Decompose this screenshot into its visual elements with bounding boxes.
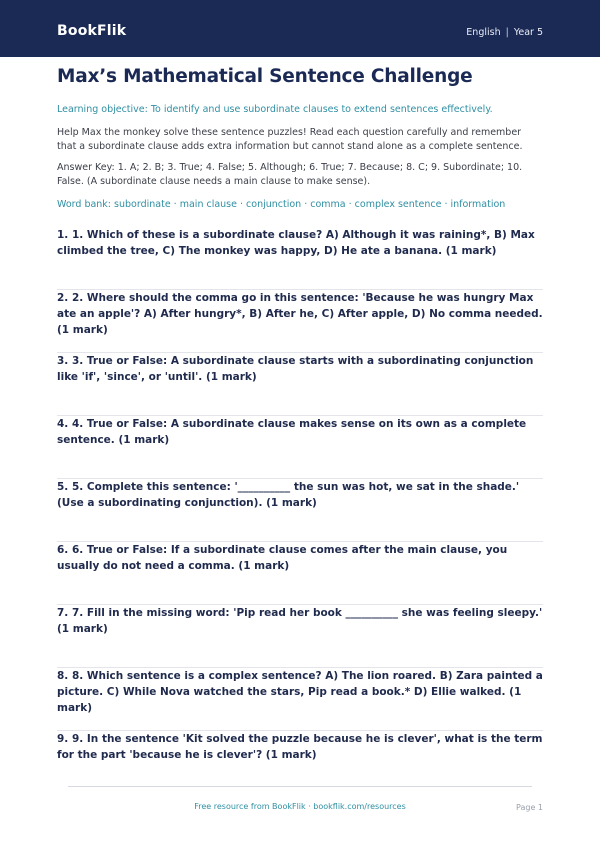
footer-divider (68, 786, 532, 787)
year-label: Year 5 (513, 27, 543, 38)
question-item (57, 479, 543, 542)
question-item (57, 668, 543, 731)
word-bank: Word bank: subordinate · main clause · conjunction · comma · complex sentence · information (57, 199, 506, 210)
question-text: 7. 7. Fill in the missing word: 'Pip read her book __________ she was feeling sleepy.' (1 mark) (57, 607, 543, 635)
site-header (0, 0, 600, 57)
language-label: English (466, 27, 501, 38)
page-number: Page 1 (516, 803, 543, 812)
footer-resource-link[interactable]: Free resource from BookFlik · bookflik.com/resources (194, 802, 406, 811)
question-item (57, 227, 543, 290)
question-text: 4. 4. True or False: A subordinate clause makes sense on its own as a complete sentence. (1 mark) (57, 418, 527, 446)
question-text: 1. 1. Which of these is a subordinate clause? A) Although it was raining*, B) Max climbed the tree, C) The monkey was happy, D) He ate a banana. (1 mark) (57, 229, 535, 257)
question-item (57, 290, 543, 353)
question-item (57, 416, 543, 479)
meta-separator: | (505, 27, 509, 38)
question-text: 9. 9. In the sentence 'Kit solved the puzzle because he is clever', what is the term for the part 'because he is clever'? (1 mark) (57, 733, 543, 761)
question-item (57, 605, 543, 668)
question-item (57, 731, 543, 793)
question-item (57, 542, 543, 605)
worksheet-title: Max’s Mathematical Sentence Challenge (57, 66, 473, 87)
brand-logo[interactable]: BookFlik (57, 23, 127, 39)
question-text: 2. 2. Where should the comma go in this sentence: 'Because he was hungry Max ate an apple'? A) After hungry*, B) After he, C) After apple, D) No comma needed. (1 mark) (57, 292, 543, 336)
question-list (57, 227, 543, 793)
header-meta (466, 27, 543, 38)
question-text: 5. 5. Complete this sentence: '__________ the sun was hot, we sat in the shade.' (Use a subordinating conjunction). (1 mark) (57, 481, 520, 509)
answer-key: Answer Key: 1. A; 2. B; 3. True; 4. False; 5. Although; 6. True; 7. Because; 8. C; 9. Subordinate; 10. False. (A subordinate clause needs a main clause to make sense). (57, 162, 523, 187)
worksheet-intro (57, 66, 543, 210)
question-text: 6. 6. True or False: If a subordinate clause comes after the main clause, you usually do not need a comma. (1 mark) (57, 544, 508, 572)
intro-text: Help Max the monkey solve these sentence puzzles! Read each question carefully and remember that a subordinate clause adds extra information but cannot stand alone as a complete sentence. (57, 127, 523, 152)
question-text: 3. 3. True or False: A subordinate clause starts with a subordinating conjunction like 'if', 'since', or 'until'. (1 mark) (57, 355, 534, 383)
question-item (57, 353, 543, 416)
learning-objective: Learning objective: To identify and use subordinate clauses to extend sentences effectively. (57, 104, 493, 115)
question-text: 8. 8. Which sentence is a complex sentence? A) The lion roared. B) Zara painted a picture. C) While Nova watched the stars, Pip read a book.* D) Ellie walked. (1 mark) (57, 670, 543, 714)
